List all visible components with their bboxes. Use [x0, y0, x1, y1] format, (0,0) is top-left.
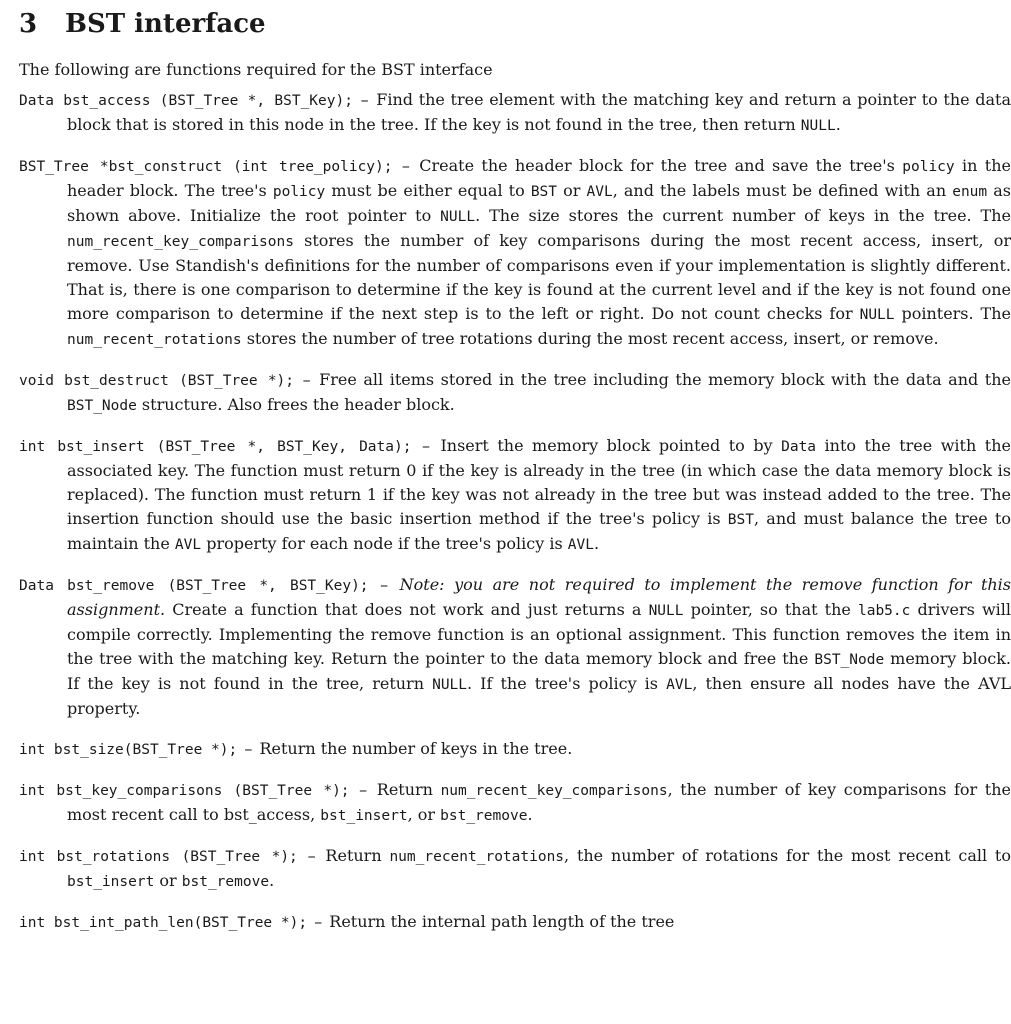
description-text: , the number of rotations for the most recent call to — [564, 846, 1011, 865]
function-entry-bst-insert — [19, 434, 1011, 557]
italic-note: Note: you are not required to implement the remove function for this assignment. — [67, 575, 1011, 619]
section-number: 3 — [19, 9, 38, 39]
intro-text: The following are functions required for the BST interface — [19, 60, 493, 79]
code-term: AVL — [567, 537, 594, 553]
description-text: must be either equal to — [325, 181, 531, 200]
function-entry-bst-key-comparisons — [19, 778, 1011, 828]
description-text: memory block. If the key is not found in the tree, return — [67, 649, 1011, 693]
function-signature: int bst_key_comparisons (BST_Tree *); — [19, 783, 350, 799]
code-term: lab5.c — [857, 603, 911, 619]
code-term: bst_insert — [67, 874, 155, 890]
code-term: num_recent_rotations — [389, 849, 565, 865]
description-text: Return — [376, 780, 441, 799]
function-entry-bst-access — [19, 88, 1011, 138]
dash-separator: – — [359, 780, 368, 799]
function-entry-bst-rotations — [19, 844, 1011, 894]
function-signature: BST_Tree *bst_construct (int tree_policy); — [19, 159, 393, 175]
code-term: policy — [902, 159, 955, 175]
description-text: as shown above. Initialize the root pointer to — [67, 181, 1011, 225]
description-text: property for each node if the tree's policy is — [201, 534, 568, 553]
code-term: BST_Node — [814, 652, 885, 668]
code-term: BST — [530, 184, 558, 200]
code-term: num_recent_key_comparisons — [67, 234, 294, 250]
description-text: Return the number of keys in the tree. — [259, 739, 573, 758]
description-text: , and the labels must be defined with an — [612, 181, 953, 200]
code-term: bst_remove — [181, 874, 270, 890]
dash-separator: – — [307, 846, 316, 865]
function-entry-bst-construct — [19, 154, 1011, 352]
code-term: num_recent_key_comparisons — [440, 783, 668, 799]
description-text: Free all items stored in the tree including the memory block with the data and the — [319, 370, 1011, 389]
code-term: NULL — [648, 603, 684, 619]
description-text: , or — [407, 805, 441, 824]
dash-separator: – — [360, 90, 369, 109]
description-text: into the tree with the associated key. The function must return 0 if the key is already in the tree (in which case the data memory block is replaced). The function must return 1 if the key was not already in the tree but was instead added to the tree. The insertion function should use the basic insertion method if the tree's policy is — [67, 436, 1011, 528]
description-text: Return — [325, 846, 390, 865]
description-text: . — [269, 871, 275, 890]
code-term: AVL — [666, 677, 693, 693]
function-entry-bst-size — [19, 737, 1011, 762]
code-term: bst_insert — [320, 808, 408, 824]
code-term: policy — [272, 184, 326, 200]
description-text: , the number of key comparisons for the most recent call to bst_access, — [67, 780, 1011, 824]
function-entry-bst-destruct — [19, 368, 1011, 418]
code-term: NULL — [800, 118, 836, 134]
description-text: in the header block. The tree's — [67, 156, 1011, 200]
code-term: NULL — [859, 307, 895, 323]
description-text: , then ensure all nodes have the AVL property. — [67, 674, 1011, 718]
function-signature: int bst_insert (BST_Tree *, BST_Key, Data); — [19, 439, 412, 455]
description-text: Create a function that does not work and just returns a — [165, 600, 649, 619]
function-signature: Data bst_remove (BST_Tree *, BST_Key); — [19, 578, 369, 594]
code-term: AVL — [174, 537, 202, 553]
dash-separator: – — [244, 739, 253, 758]
description-text: stores the number of key comparisons during the most recent access, insert, or remove. Use Standish's definitions for the number of comparisons even if your implementation is slightly different. That is, there is one comparison to determine if the key is found at the current level and if the key is not found one more comparison to determine if the next step is to the left or right. Do not count checks for — [67, 231, 1011, 323]
description-text: , and must balance the tree to maintain the — [67, 509, 1011, 553]
description-text: . If the tree's policy is — [467, 674, 667, 693]
description-text: Insert the memory block pointed to by — [440, 436, 782, 455]
code-term: NULL — [432, 677, 468, 693]
description-text: structure. Also frees the header block. — [136, 395, 455, 414]
dash-separator: – — [401, 156, 410, 175]
description-text: Return the internal path length of the tree — [329, 912, 675, 931]
description-text: or — [154, 871, 182, 890]
description-text: . — [593, 534, 600, 553]
section-heading — [19, 4, 945, 44]
dash-separator: – — [380, 575, 389, 594]
description-text: pointers. The — [894, 304, 1011, 323]
code-term: NULL — [440, 209, 476, 225]
description-text: . — [527, 805, 533, 824]
description-text: pointer, so that the — [683, 600, 858, 619]
code-term: BST_Node — [67, 398, 137, 414]
description-text: . — [835, 115, 841, 134]
dash-separator: – — [314, 912, 323, 931]
description-text: stores the number of tree rotations during the most recent access, insert, or remove. — [241, 329, 939, 348]
function-signature: int bst_rotations (BST_Tree *); — [19, 849, 298, 865]
code-term: BST — [727, 512, 754, 528]
code-term: bst_remove — [440, 808, 528, 824]
code-term: num_recent_rotations — [67, 332, 242, 348]
function-signature: int bst_size(BST_Tree *); — [19, 742, 238, 758]
dash-separator: – — [302, 370, 311, 389]
description-text: . The size stores the current number of keys in the tree. The — [475, 206, 1011, 225]
description-text: or — [557, 181, 587, 200]
function-signature: Data bst_access (BST_Tree *, BST_Key); — [19, 93, 353, 109]
description-text: drivers will compile correctly. Implementing the remove function is an optional assignment. This function removes the item in the tree with the matching key. Return the pointer to the data memory block and free the — [67, 600, 1011, 668]
function-entry-bst-int-path-len — [19, 910, 1011, 935]
code-term: Data — [781, 439, 817, 455]
section-title: BST interface — [65, 9, 266, 39]
function-signature: void bst_destruct (BST_Tree *); — [19, 373, 295, 389]
function-entry-bst-remove — [19, 573, 1011, 721]
dash-separator: – — [421, 436, 430, 455]
description-text: Create the header block for the tree and save the tree's — [419, 156, 903, 175]
code-term: AVL — [586, 184, 613, 200]
function-signature: int bst_int_path_len(BST_Tree *); — [19, 915, 308, 931]
description-text: Find the tree element with the matching key and return a pointer to the data block that is stored in this node in the tree. If the key is not found in the tree, then return — [67, 90, 1011, 134]
code-term: enum — [952, 184, 988, 200]
